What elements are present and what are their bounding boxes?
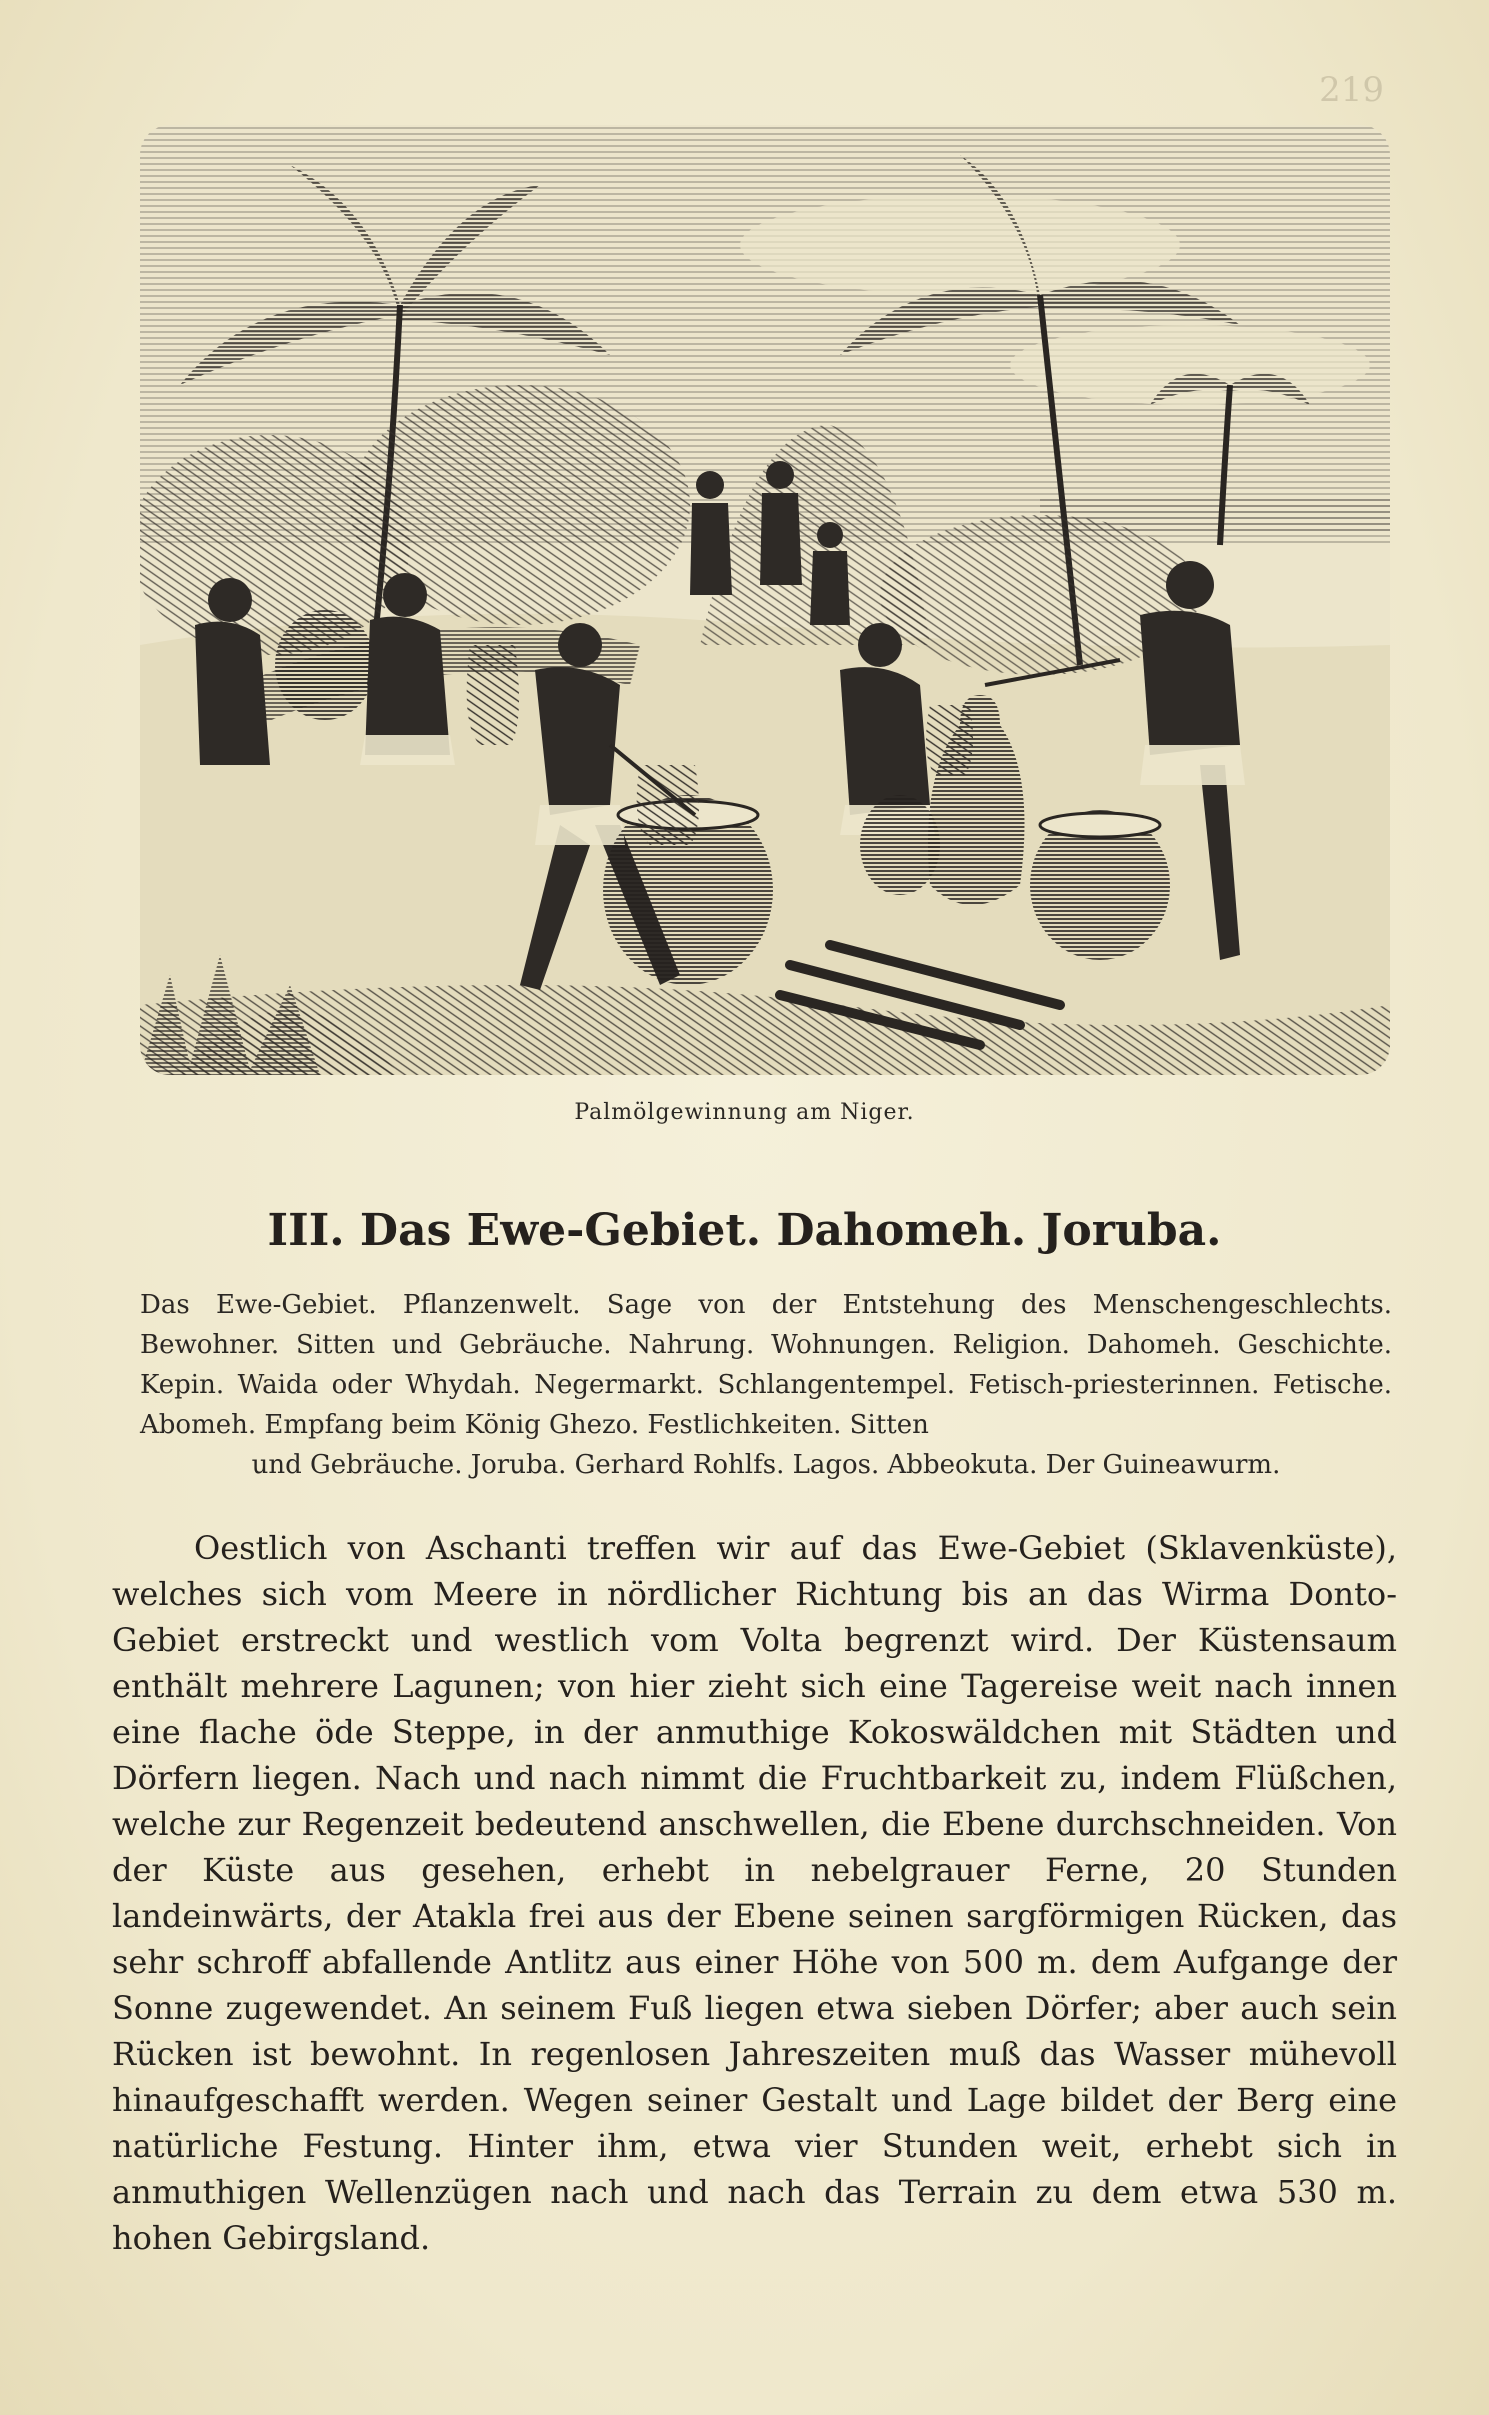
page-number: 219 — [1319, 70, 1384, 110]
chapter-summary-last-line: und Gebräuche. Joruba. Gerhard Rohlfs. Lagos. Abbeokuta. Der Guineawurm. — [251, 1450, 1281, 1480]
chapter-summary — [140, 1285, 1392, 1485]
chapter-summary-text: Das Ewe-Gebiet. Pflanzenwelt. Sage von der Entstehung des Menschengeschlechts. Bewohner. Sitten und Gebräuche. Nahrung. Wohnungen. Religion. Dahomeh. Geschichte. Kepin. Waida oder Whydah. Negermarkt. Schlangentempel. Fetisch-priesterinnen. Fetische. Abomeh. Empfang beim König Ghezo. Festlichkeiten. Sitten — [140, 1290, 1392, 1440]
chapter-title: III. Das Ewe-Gebiet. Dahomeh. Joruba. — [267, 1205, 1222, 1256]
body-paragraph: Oestlich von Aschanti treffen wir auf das Ewe-Gebiet (Sklavenküste), welches sich vom Meere in nördlicher Richtung bis an das Wirma Donto-Gebiet erstreckt und westlich vom Volta begrenzt wird. Der Küstensaum enthält mehrere Lagunen; von hier zieht sich eine Tagereise weit nach innen eine flache öde Steppe, in der anmuthige Kokoswäldchen mit Städten und Dörfern liegen. Nach und nach nimmt die Fruchtbarkeit zu, indem Flüßchen, welche zur Regenzeit bedeutend anschwellen, die Ebene durchschneiden. Von der Küste aus gesehen, erhebt in nebelgrauer Ferne, 20 Stunden landeinwärts, der Atakla frei aus der Ebene seinen sargförmigen Rücken, das sehr schroff abfallende Antlitz aus einer Höhe von 500 m. dem Aufgange der Sonne zugewendet. An seinem Fuß liegen etwa sieben Dörfer; aber auch sein Rücken ist bewohnt. In regenlosen Jahreszeiten muß das Wasser mühevoll hinaufgeschafft werden. Wegen seiner Gestalt und Lage bildet der Berg eine natürliche Festung. Hinter ihm, etwa vier Stunden weit, erhebt sich in anmuthigen Wellenzügen nach und nach das Terrain zu dem etwa 530 m. hohen Gebirgsland. — [112, 1529, 1397, 2257]
illustration-caption: Palmölgewinnung am Niger. — [574, 1100, 915, 1125]
engraving-palm-oil-production-icon — [140, 125, 1390, 1075]
